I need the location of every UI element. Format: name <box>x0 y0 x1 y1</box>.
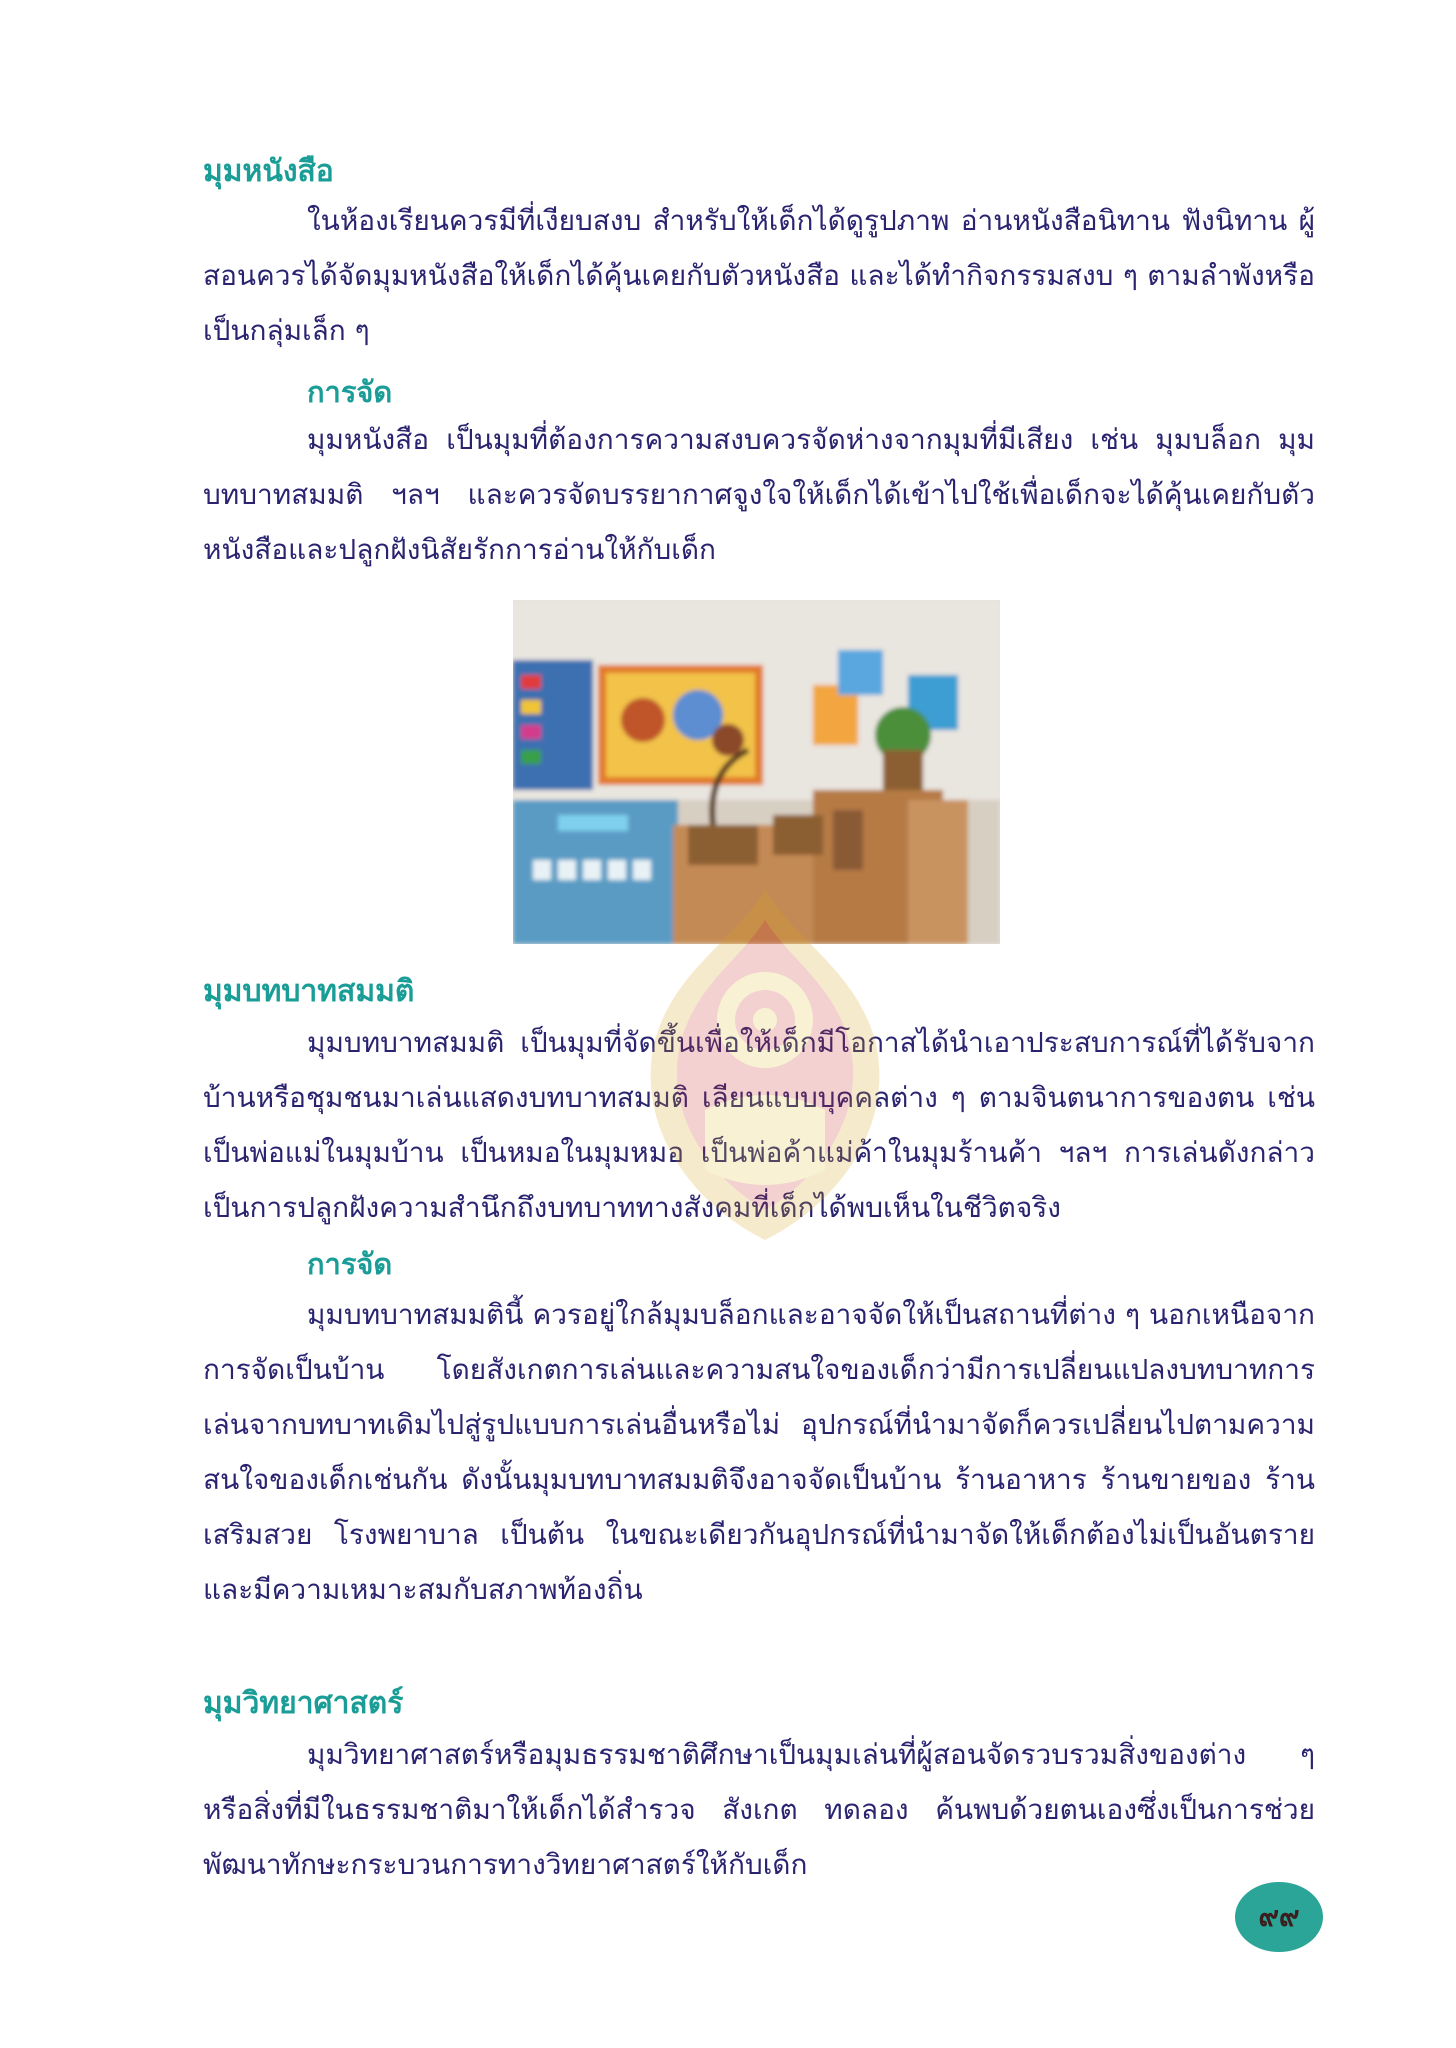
paragraph-book-corner-intro: ในห้องเรียนควรมีที่เงียบสงบ สำหรับให้เด็กได้ดูรูปภาพ อ่านหนังสือนิทาน ฟังนิทาน ผู้สอนควรได้จัดมุมหนังสือให้เด็กได้คุ้นเคยกับตัวหนังสือ และได้ทำกิจกรรมสงบ ๆ ตามลำพังหรือเป็นกลุ่มเล็ก ๆ <box>203 204 1315 347</box>
heading-role-play-corner: มุมบทบาทสมมติ <box>203 974 415 1009</box>
page-number-badge <box>1235 1882 1323 1952</box>
paragraph-role-play-arrangement: มุมบทบาทสมมตินี้ ควรอยู่ใกล้มุมบล็อกและอาจจัดให้เป็นสถานที่ต่าง ๆ นอกเหนือจากการจัดเป็นบ้าน โดยสังเกตการเล่นและความสนใจของเด็กว่ามีการเปลี่ยนแปลงบทบาทการเล่นจากบทบาทเดิมไปสู่รูปแบบการเล่นอื่นหรือไม่ อุปกรณ์ที่นำมาจัดก็ควรเปลี่ยนไปตามความสนใจของเด็กเช่นกัน ดังนั้นมุมบทบาทสมมติจึงอาจจัดเป็นบ้าน ร้านอาหาร ร้านขายของ ร้านเสริมสวย โรงพยาบาล เป็นต้น ในขณะเดียวกันอุปกรณ์ที่นำมาจัดให้เด็กต้องไม่เป็นอันตรายและมีความเหมาะสมกับสภาพท้องถิ่น <box>203 1298 1315 1606</box>
subheading-role-play-arrangement: การจัด <box>307 1247 393 1281</box>
paragraph-book-corner-arrangement: มุมหนังสือ เป็นมุมที่ต้องการความสงบควรจัดห่างจากมุมที่มีเสียง เช่น มุมบล็อก มุมบทบาทสมมติ ฯลฯ และควรจัดบรรยากาศจูงใจให้เด็กได้เข้าไปใช้เพื่อเด็กจะได้คุ้นเคยกับตัวหนังสือและปลูกฝังนิสัยรักการอ่านให้กับเด็ก <box>203 423 1315 566</box>
subheading-book-corner-arrangement: การจัด <box>307 375 393 409</box>
paragraph-science-intro: มุมวิทยาศาสตร์หรือมุมธรรมชาติศึกษาเป็นมุมเล่นที่ผู้สอนจัดรวบรวมสิ่งของต่าง ๆ หรือสิ่งที่มีในธรรมชาติมาให้เด็กได้สำรวจ สังเกต ทดลอง ค้นพบด้วยตนเองซึ่งเป็นการช่วยพัฒนาทักษะกระบวนการทางวิทยาศาสตร์ให้กับเด็ก <box>203 1738 1315 1881</box>
heading-science-corner: มุมวิทยาศาสตร์ <box>203 1686 404 1721</box>
paragraph-role-play-intro: มุมบทบาทสมมติ เป็นมุมที่จัดขึ้นเพื่อให้เด็กมีโอกาสได้นำเอาประสบการณ์ที่ได้รับจากบ้านหรือชุมชนมาเล่นแสดงบทบาทสมมติ เลียนแบบบุคคลต่าง ๆ ตามจินตนาการของตน เช่น เป็นพ่อแม่ในมุมบ้าน เป็นหมอในมุมหมอ เป็นพ่อค้าแม่ค้าในมุมร้านค้า ฯลฯ การเล่นดังกล่าวเป็นการปลูกฝังความสำนึกถึงบทบาททางสังคมที่เด็กได้พบเห็นในชีวิตจริง <box>203 1026 1315 1224</box>
page-number: ๙๙ <box>1258 1900 1300 1933</box>
book-corner-photo <box>513 600 1000 944</box>
heading-book-corner: มุมหนังสือ <box>203 154 334 189</box>
